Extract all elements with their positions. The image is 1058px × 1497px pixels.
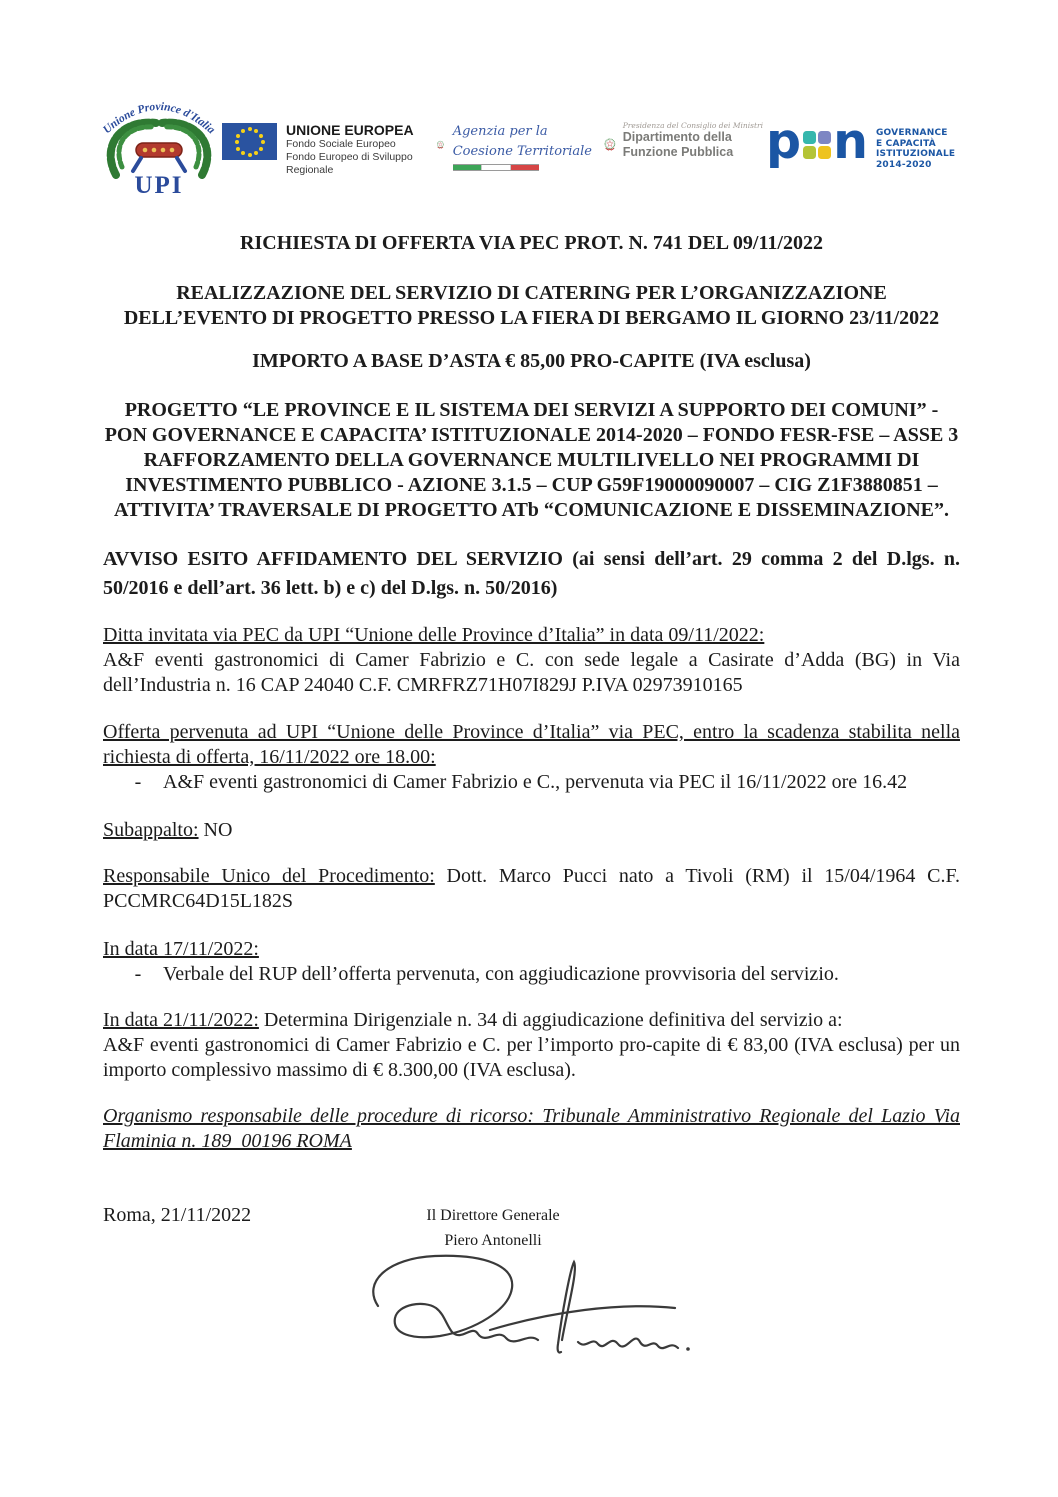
ditta-body: A&F eventi gastronomici di Camer Fabrizio e C. con sede legale a Casirate d’Adda (BG) in Via dell’Industria n. 16 CAP 24040 C.F. CMRFRZ71H07I829J P.IVA 02973910165 xyxy=(103,649,960,696)
ricorso-text: Organismo responsabile delle procedure di ricorso: Tribunale Amministrativo Regionale del Lazio Via Flaminia n. 189 00196 ROMA xyxy=(103,1105,960,1152)
offerta-item-text: A&F eventi gastronomici di Camer Fabrizio e C., pervenuta via PEC il 16/11/2022 ore 16.42 xyxy=(163,771,908,793)
offerta-list-item xyxy=(103,770,960,795)
agenzia-line1: Agenzia per la xyxy=(452,124,548,139)
list-dash: - xyxy=(134,963,142,985)
indata17-item-text: Verbale del RUP dell’offerta pervenuta, con aggiudicazione provvisoria del servizio. xyxy=(163,963,839,985)
eu-line1: Fondo Sociale Europeo xyxy=(286,138,396,150)
dfp-line2: Funzione Pubblica xyxy=(622,145,734,159)
indata21-body: A&F eventi gastronomici di Camer Fabrizio e C. per l’importo pro-capite di € 83,00 (IVA esclusa) per un importo complessivo massimo di € 8.300,00 (IVA esclusa). xyxy=(103,1034,960,1081)
indata17-label-line xyxy=(103,937,960,962)
eu-line2: Fondo Europeo di Sviluppo Regionale xyxy=(286,151,413,176)
pon-squares-icon xyxy=(803,131,831,159)
pon-text1: GOVERNANCE xyxy=(875,128,948,138)
indata21-label: In data 21/11/2022: xyxy=(103,1009,259,1031)
pon-text3: ISTITUZIONALE xyxy=(875,149,956,159)
pon-letter-p: p xyxy=(766,113,802,170)
rup-body: Dott. Marco Pucci nato a Tivoli (RM) il 15/04/1964 C.F. PCCMRC64D15L182S xyxy=(103,865,960,912)
eu-logo xyxy=(222,120,422,176)
offerta-label-text: Offerta pervenuta ad UPI “Unione delle Province d’Italia” via PEC, entro la scadenza stabilita nella richiesta di offerta, 16/11/2022 ore 18.00: xyxy=(103,721,960,768)
indata17-label: In data 17/11/2022: xyxy=(103,938,259,960)
doc-title-object: REALIZZAZIONE DEL SERVIZIO DI CATERING PER L’ORGANIZZAZIONE DELL’EVENTO DI PROGETTO PRESSO LA FIERA DI BERGAMO IL GIORNO 23/11/2022 xyxy=(123,282,940,329)
subappalto-label: Subappalto: xyxy=(103,819,199,841)
doc-title-progetto: PROGETTO “LE PROVINCE E IL SISTEMA DEI SERVIZI A SUPPORTO DEI COMUNI” - PON GOVERNANCE E CAPACITA’ ISTITUZIONALE 2014-2020 – FONDO FESR-FSE – ASSE 3 RAFFORZAMENTO DELLA GOVERNANCE MULTILIVELLO NEI PROGRAMMI DI INVESTIMENTO PUBBLICO - AZIONE 3.1.5 – CUP G59F19000090007 – CIG Z1F3880851 – ATTIVITA’ TRAVERSALE DI PROGETTO ATb “COMUNICAZIONE E DISSEMINAZIONE”. xyxy=(104,399,959,521)
pon-letter-n: n xyxy=(833,113,868,170)
upi-logo xyxy=(92,83,227,198)
place-date: Roma, 21/11/2022 xyxy=(103,1204,252,1226)
upi-emblem-icon xyxy=(92,83,227,198)
avviso-heading: AVVISO ESITO AFFIDAMENTO DEL SERVIZIO (ai sensi dell’art. 29 comma 2 del D.lgs. n. 50/2016 e dell’art. 36 lett. b) e c) del D.lgs. n. 50/2016) xyxy=(103,548,960,599)
eu-title: UNIONE EUROPEA xyxy=(286,122,414,138)
agenzia-coesione-logo xyxy=(436,114,592,178)
signature-image xyxy=(340,1244,715,1369)
doc-title-importo: IMPORTO A BASE D’ASTA € 85,00 PRO-CAPITE (IVA esclusa) xyxy=(252,350,811,372)
subappalto-line xyxy=(103,818,960,843)
ditta-label-text: Ditta invitata via PEC da UPI “Unione delle Province d’Italia” in data 09/11/2022: xyxy=(103,624,765,646)
dfp-small-text: Presidenza del Consiglio dei Ministri xyxy=(622,121,763,130)
signer-name: Piero Antonelli xyxy=(444,1232,542,1249)
rup-line xyxy=(103,864,960,914)
dfp-line1: Dipartimento della xyxy=(622,130,732,144)
upi-label: UPI xyxy=(134,172,184,198)
ricorso-line xyxy=(103,1104,960,1154)
pon-text4: 2014-2020 xyxy=(875,159,932,170)
upi-arc-text: Unione Province d'Italia xyxy=(101,100,217,137)
doc-title-protocol: RICHIESTA DI OFFERTA VIA PEC PROT. N. 741 DEL 09/11/2022 xyxy=(240,232,823,254)
eu-flag-icon xyxy=(222,123,277,160)
signer-title: Il Direttore Generale xyxy=(426,1207,560,1224)
pon-text2: E CAPACITÀ xyxy=(875,138,936,149)
rup-label: Responsabile Unico del Procedimento: xyxy=(103,865,435,887)
funzione-pubblica-logo xyxy=(603,112,763,178)
agenzia-line2: Coesione Territoriale xyxy=(452,144,592,159)
indata21-label-line xyxy=(103,1008,960,1033)
tricolor-bar-icon xyxy=(453,164,539,171)
subappalto-value: NO xyxy=(203,819,233,841)
indata17-list-item xyxy=(103,962,960,987)
offerta-label xyxy=(103,720,960,770)
italy-emblem-icon xyxy=(436,114,445,176)
pon-governance-logo xyxy=(766,113,956,184)
indata21-rest: Determina Dirigenziale n. 34 di aggiudicazione definitiva del servizio a: xyxy=(263,1009,843,1031)
list-dash: - xyxy=(134,771,142,793)
ditta-label xyxy=(103,623,960,648)
italy-emblem-icon xyxy=(603,112,617,178)
